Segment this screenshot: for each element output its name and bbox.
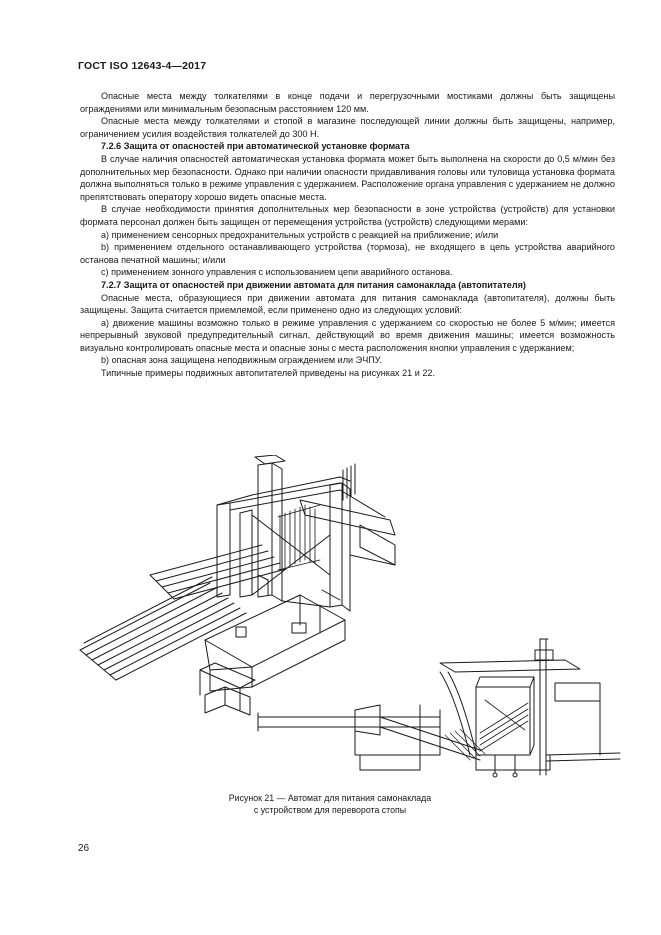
standard-header: ГОСТ ISO 12643-4—2017 xyxy=(78,60,207,72)
list-item: b) опасная зона защищена неподвижным ограждением или ЭЧПУ. xyxy=(101,355,382,366)
section-heading: 7.2.7 Защита от опасностей при движении автомата для питания самонаклада (автопитателя) xyxy=(101,279,526,290)
list-item: a) движение машины возможно только в режиме управления с удержанием со скоростью не более 5 м/мин; имеется непрерывный звуковой предупредительный сигнал, действующий во время движения машины; имеется возможность визуально контролировать опасные места и опасные зоны с места расположения кнопки управления с удержанием; xyxy=(80,317,615,353)
caption-line-1: Рисунок 21 — Автомат для питания самонаклада xyxy=(228,793,432,803)
paragraph: Опасные места между толкателями в конце подачи и перегрузочными мостиками должны быть защищены ограждениями или минимальным безопасным расстоянием 120 мм. xyxy=(80,91,615,114)
caption-line-2: с устройством для переворота стопы xyxy=(253,805,407,815)
list-item: b) применением отдельного останавливающего устройства (тормоза), не входящего в цепь устройства аварийного останова печатной машины; и/или xyxy=(80,242,615,265)
list-item: a) применением сенсорных предохранительных устройств с реакцией на приближение; и/или xyxy=(101,229,499,240)
paragraph: Опасные места между толкателями и стопой в магазине последующей линии должны быть защищены, например, ограничением усилия воздействия толкателей до 300 Н. xyxy=(80,116,615,139)
figure-caption xyxy=(180,792,480,816)
paragraph: Опасные места, образующиеся при движении автомата для питания самонаклада (автопитателя), должны быть защищены. Защита считается приемлемой, если применено одно из следующих условий: xyxy=(80,292,615,316)
section-heading: 7.2.6 Защита от опасностей при автоматической установке формата xyxy=(101,141,410,152)
paragraph: Типичные примеры подвижных автопитателей приведены на рисунках 21 и 22. xyxy=(101,368,435,379)
body-text xyxy=(80,90,615,380)
paragraph: В случае наличия опасностей автоматическая установка формата может быть выполнена на скорости до 0,5 м/мин без дополнительных мер безопасности. Однако при наличии опасности придавливания головы или туловища установка формата должна выполняться только в режиме управления с удержанием. Расположение органа управления с удержанием не должно препятствовать оператору хорошо видеть опасные места. xyxy=(80,153,615,202)
paragraph: В случае необходимости принятия дополнительных мер безопасности в зоне устройства (устройств) для установки формата персонал должен быть защищен от перемещения устройства (устройств) следующими мерами: xyxy=(80,204,615,227)
figure-21-drawing xyxy=(0,455,661,785)
autofeeder-isometric-view xyxy=(80,455,395,715)
autofeeder-side-view xyxy=(258,639,620,777)
page-number: 26 xyxy=(78,843,90,854)
list-item: c) применением зонного управления с использованием цепи аварийного останова. xyxy=(101,267,453,278)
